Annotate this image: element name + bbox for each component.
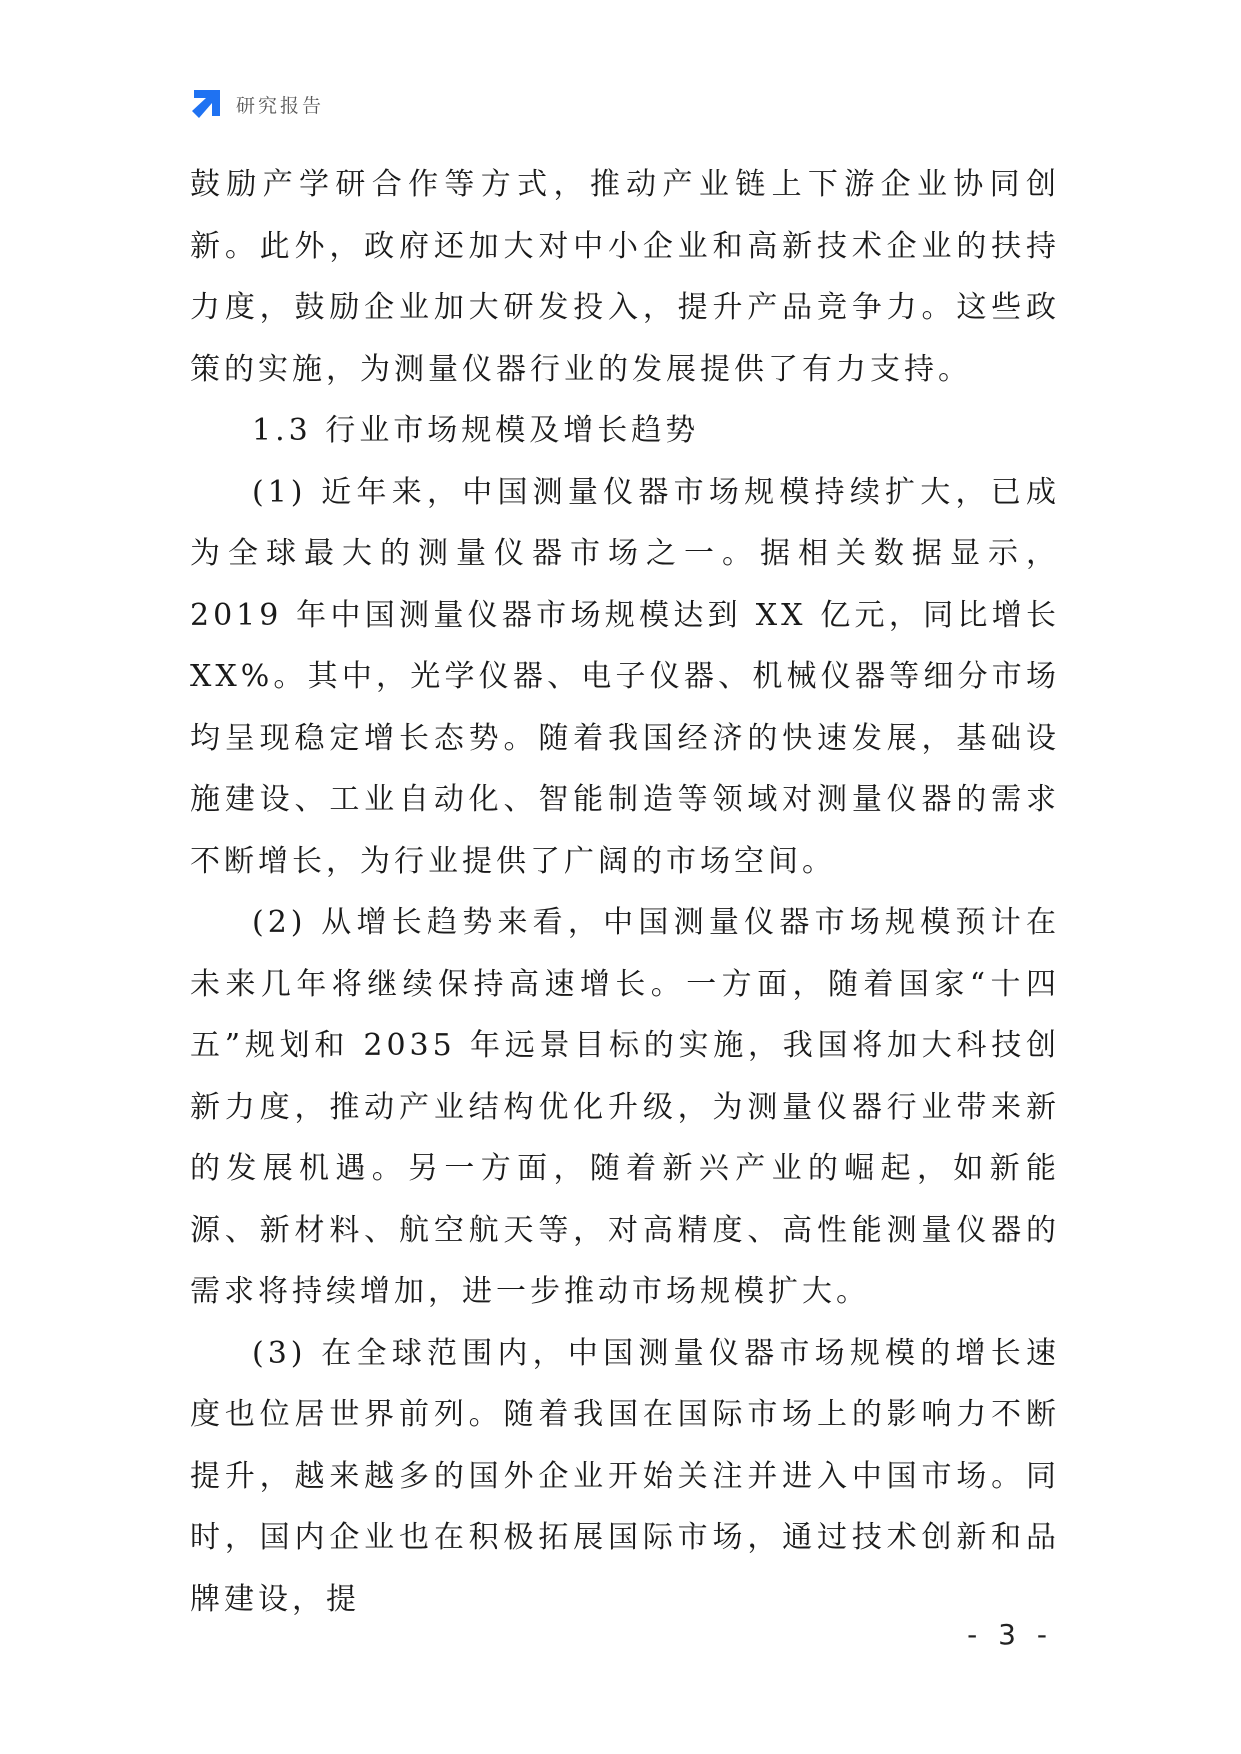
header-title: 研究报告 xyxy=(236,94,325,117)
document-body xyxy=(190,154,1060,1630)
paragraph-2: (2) 从增长趋势来看，中国测量仪器市场规模预计在未来几年将继续保持高速增长。一方面，随着国家“十四五”规划和 2035 年远景目标的实施，我国将加大科技创新力度，推动产业结构优化升级，为测量仪器行业带来新的发展机遇。另一方面，随着新兴产业的崛起，如新能源、新材料、航空航天等，对高精度、高性能测量仪器的需求将持续增加，进一步推动市场规模扩大。 xyxy=(190,905,1060,1309)
page-number: - 3 - xyxy=(967,1618,1053,1651)
report-header xyxy=(190,86,324,122)
paragraph-continuation: 鼓励产学研合作等方式，推动产业链上下游企业协同创新。此外，政府还加大对中小企业和高新技术企业的扶持力度，鼓励企业加大研发投入，提升产品竞争力。这些政策的实施，为测量仪器行业的发展提供了有力支持。 xyxy=(190,167,1060,387)
paragraph-3: (3) 在全球范围内，中国测量仪器市场规模的增长速度也位居世界前列。随着我国在国际市场上的影响力不断提升，越来越多的国外企业开始关注并进入中国市场。同时，国内企业也在积极拓展国际市场，通过技术创新和品牌建设，提 xyxy=(190,1335,1060,1617)
paragraph-1: (1) 近年来，中国测量仪器市场规模持续扩大，已成为全球最大的测量仪器市场之一。据相关数据显示，2019 年中国测量仪器市场规模达到 XX 亿元，同比增长 XX%。其中，光学仪器、电子仪器、机械仪器等细分市场均呈现稳定增长态势。随着我国经济的快速发展，基础设施建设、工业自动化、智能制造等领域对测量仪器的需求不断增长，为行业提供了广阔的市场空间。 xyxy=(190,474,1060,879)
section-heading: 1.3 行业市场规模及增长趋势 xyxy=(252,413,700,448)
arrow-logo-icon xyxy=(190,88,222,120)
